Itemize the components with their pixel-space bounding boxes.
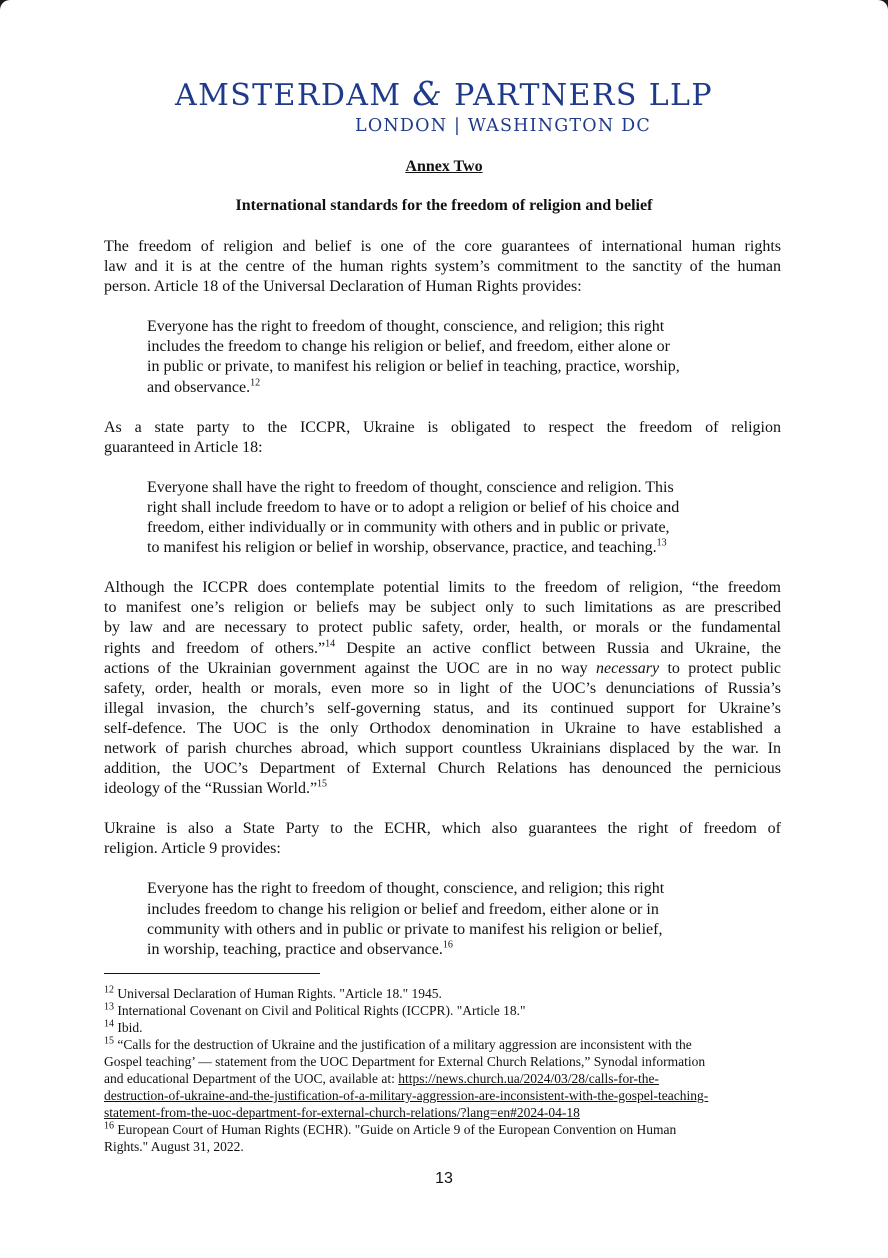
text-line: Although the ICCPR does contemplate potential limits to the freedom of religion, “the freedom: [104, 579, 781, 597]
paragraph-limits: [104, 578, 781, 799]
text-line: self-defence. The UOC is the only Orthodox denomination in Ukraine to have established a: [104, 719, 781, 737]
quote-line-text: to manifest his religion or belief in worship, observance, practice, and teaching.: [147, 539, 657, 557]
text-run: actions of the Ukrainian government against the UOC are in no way: [104, 659, 597, 677]
text-line: person. Article 18 of the Universal Declaration of Human Rights provides:: [104, 278, 582, 296]
footnote-16: [104, 1121, 784, 1155]
text-run: ideology of the “Russian World.”: [104, 780, 318, 798]
page-number: 13: [435, 1170, 453, 1187]
quote-line: Everyone shall have the right to freedom of thought, conscience and religion. This: [147, 478, 674, 496]
text-line: safety, order, health or morals, even more so in light of the UOC’s denunciations of Russia’s: [104, 679, 781, 697]
paragraph-echr: [104, 819, 781, 859]
quote-line: includes freedom to change his religion or belief and freedom, either alone or in: [147, 900, 659, 918]
footnote-text: Gospel teaching’ — statement from the UOC Department for External Church Relations,” Synodal information: [104, 1054, 706, 1069]
footnote-number: 12: [104, 984, 114, 996]
footnote-14: [104, 1019, 784, 1036]
footnote-number: 16: [104, 1120, 114, 1132]
footnote-ref: 16: [442, 939, 453, 951]
footnote-text: “Calls for the destruction of Ukraine and the justification of a military aggression are inconsistent with the: [114, 1037, 692, 1052]
text-line: religion. Article 9 provides:: [104, 840, 281, 858]
quote-line: right shall include freedom to have or to adopt a religion or belief of his choice and: [147, 498, 680, 516]
footnote-number: 14: [104, 1018, 114, 1030]
quote-line: Everyone has the right to freedom of thought, conscience, and religion; this right: [147, 880, 665, 898]
footnote-text: Rights." August 31, 2022.: [104, 1139, 244, 1154]
block-quote-iccpr: [147, 478, 741, 558]
quote-line-text: and observance.: [147, 378, 251, 396]
paragraph-iccpr: [104, 418, 781, 458]
footnote-number: 15: [104, 1035, 114, 1047]
footnotes: [104, 985, 784, 1155]
text-line: network of parish churches abroad, which support countless Ukrainians displaced by the war. In: [104, 739, 781, 757]
text-line: [104, 779, 781, 799]
section-title: International standards for the freedom of religion and belief: [235, 197, 653, 214]
footnote-text: International Covenant on Civil and Political Rights (ICCPR). "Article 18.": [114, 1003, 526, 1018]
block-quote-echr: [147, 879, 741, 959]
footnote-text: and educational Department of the UOC, available at:: [104, 1071, 399, 1086]
letterhead-firm-name: [0, 74, 888, 113]
quote-line: [147, 940, 741, 960]
quote-line: [147, 538, 741, 558]
text-line: As a state party to the ICCPR, Ukraine is obligated to respect the freedom of religion: [104, 418, 781, 436]
text-line: by law and are necessary to protect public safety, order, health, or morals or the fundamental: [104, 619, 781, 637]
footnote-link[interactable]: destruction-of-ukraine-and-the-justification-of-a-military-aggression-are-inconsistent-with-the-gospel-teaching-: [104, 1088, 709, 1103]
text-line: to manifest one’s religion or beliefs may be subject only to such limitations as are prescribed: [104, 599, 781, 617]
quote-line: community with others and in public or private to manifest his religion or belief,: [147, 920, 663, 938]
footnote-text: Universal Declaration of Human Rights. "Article 18." 1945.: [114, 986, 442, 1001]
footnote-15: [104, 1036, 784, 1121]
text-run: rights and freedom of others.”: [104, 639, 326, 657]
quote-line: freedom, either individually or in community with others and in public or private,: [147, 519, 670, 537]
block-quote-udhr: [147, 317, 741, 397]
footnote-13: [104, 1002, 784, 1019]
quote-line-text: in worship, teaching, practice and observance.: [147, 940, 443, 958]
letterhead-locations: LONDON | WASHINGTON DC: [355, 116, 651, 136]
quote-line: [147, 378, 741, 398]
emphasis-necessary: necessary: [596, 659, 660, 677]
text-line: [104, 639, 781, 659]
footnote-ref: 12: [250, 377, 261, 389]
text-line: Ukraine is also a State Party to the ECHR, which also guarantees the right of freedom of: [104, 820, 781, 838]
text-line: law and it is at the centre of the human rights system’s commitment to the sanctity of the human: [104, 258, 781, 276]
annex-title: Annex Two: [405, 158, 483, 175]
paragraph-intro: [104, 237, 781, 297]
footnote-ref: 13: [656, 537, 667, 549]
document-body: [104, 237, 781, 980]
text-line: [104, 659, 781, 679]
quote-line: Everyone has the right to freedom of thought, conscience, and religion; this right: [147, 318, 665, 336]
text-line: illegal invasion, the church’s self-governing status, and its continued support for Ukraine’s: [104, 699, 781, 717]
text-line: The freedom of religion and belief is one of the core guarantees of international human rights: [104, 238, 781, 255]
footnote-text: Ibid.: [114, 1020, 143, 1035]
footnote-link[interactable]: https://news.church.ua/2024/03/28/calls-for-the-: [398, 1071, 659, 1086]
text-line: guaranteed in Article 18:: [104, 438, 263, 456]
footnote-number: 13: [104, 1001, 114, 1013]
footnote-text: European Court of Human Rights (ECHR). "Guide on Article 9 of the European Convention on Human: [114, 1122, 677, 1137]
text-line: addition, the UOC’s Department of External Church Relations has denounced the pernicious: [104, 760, 781, 778]
text-run: to protect public: [659, 659, 782, 677]
footnote-separator: [104, 973, 320, 974]
footnote-12: [104, 985, 784, 1002]
quote-line: includes the freedom to change his religion or belief, and freedom, either alone or: [147, 338, 670, 356]
firm-name-part1: AMSTERDAM: [175, 78, 402, 113]
text-run: Despite an active conflict between Russia and Ukraine, the: [335, 639, 781, 657]
footnote-ref: 14: [325, 638, 336, 650]
firm-ampersand: &: [412, 74, 444, 113]
quote-line: in public or private, to manifest his religion or belief in teaching, practice, worship,: [147, 358, 680, 376]
firm-name-part2: PARTNERS LLP: [454, 78, 713, 113]
footnote-ref: 15: [317, 778, 328, 790]
footnote-link[interactable]: statement-from-the-uoc-department-for-external-church-relations/?lang=en#2024-04-18: [104, 1105, 580, 1120]
